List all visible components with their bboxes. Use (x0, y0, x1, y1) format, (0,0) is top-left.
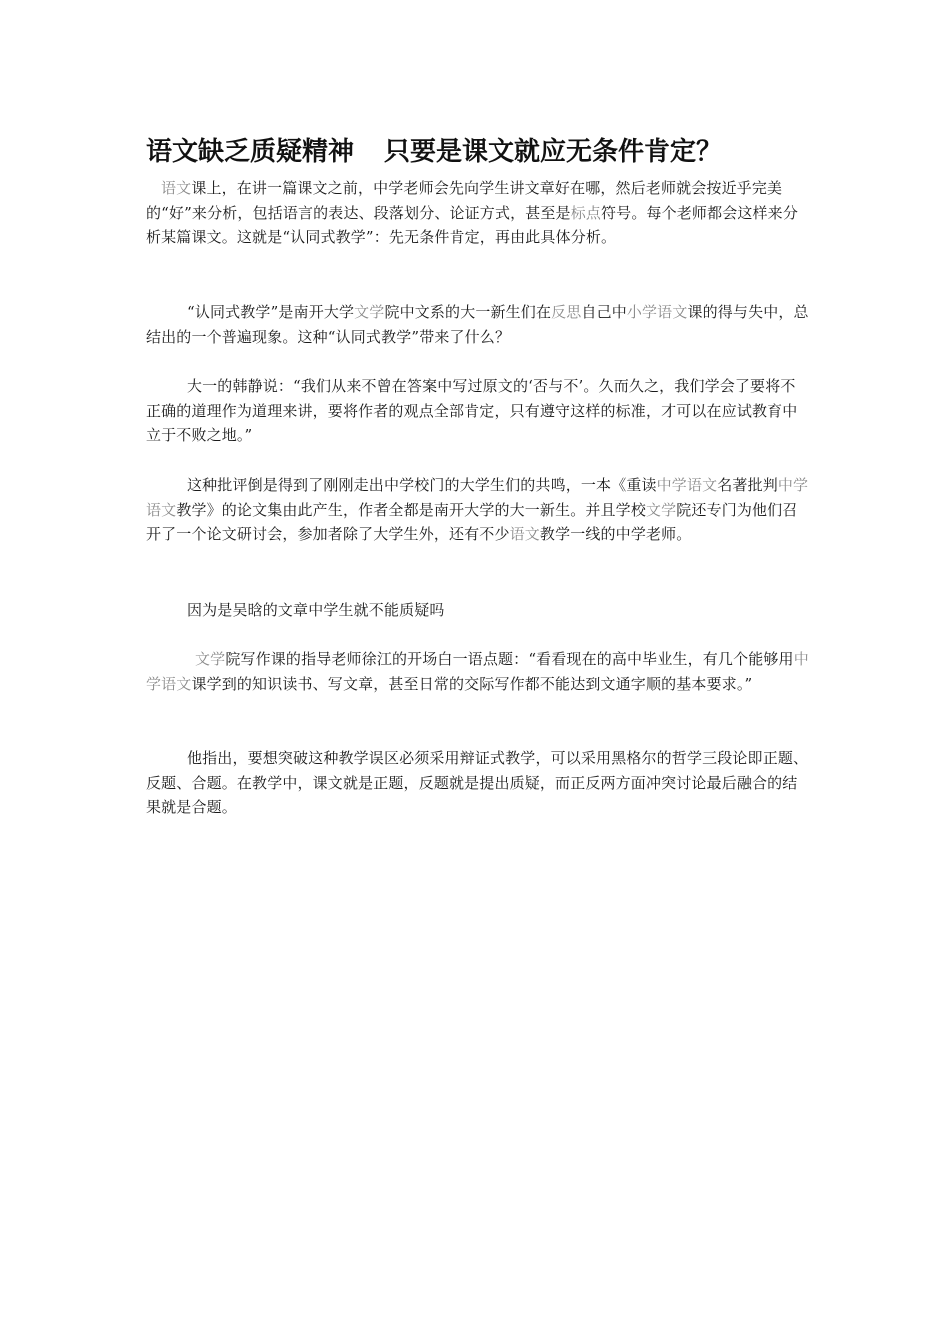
link-biaodian[interactable]: 标点 (570, 203, 602, 222)
paragraph-text: 课的得与失中，总结出的一个普遍现象。这种“认同式教学”带来了什么？ (146, 303, 809, 346)
paragraph-2 (146, 300, 810, 349)
paragraph-1 (146, 176, 810, 250)
paragraph-text: 这种批评倒是得到了刚刚走出中学校门的大学生们的共鸣，一本《重读 (187, 476, 657, 494)
paragraph-7 (146, 746, 810, 820)
link-yuwen[interactable]: 语文 (161, 179, 192, 197)
paragraph-text: 院写作课的指导老师徐江的开场白一语点题：“看看现在的高中毕业生，有几个能够用 (225, 650, 794, 668)
paragraph-text: 教学一线的中学老师。 (539, 525, 692, 543)
paragraph-text: “认同式教学”是南开大学 (187, 303, 355, 321)
title-part-1: 语文缺乏质疑精神 (146, 137, 355, 167)
paragraph-text: 自己中 (581, 303, 627, 321)
paragraph-6 (146, 647, 810, 696)
paragraph-4 (146, 473, 810, 547)
paragraph-text: 教学》的论文集由此产生，作者全都是南开大学的大一新生。并且学校 (176, 500, 646, 519)
paragraph-3 (146, 374, 810, 448)
link-wenxue[interactable]: 文学 (645, 500, 677, 519)
paragraph-text: 院中文系的大一新生们在 (384, 303, 552, 321)
link-wenxue[interactable]: 文学 (195, 650, 226, 668)
paragraph-text: 课上，在讲一篇课文之前，中学老师会先向学生讲文章好在哪，然后老师就会按近乎完美的“好”来分析，包括语言的表达、段落划分、论证方式，甚至是 (146, 179, 783, 222)
link-zhongxue-yuwen[interactable]: 中学语文 (146, 476, 809, 519)
link-wenxue[interactable]: 文学 (354, 303, 385, 321)
link-xiaoxue-yuwen[interactable]: 小学语文 (626, 303, 688, 321)
link-zhongxue-yuwen[interactable]: 中学语文 (656, 476, 718, 494)
article-title (146, 134, 810, 170)
link-fansi[interactable]: 反思 (551, 303, 582, 321)
section-heading-text: 因为是吴晗的文章中学生就不能质疑吗 (187, 601, 445, 619)
link-yuwen[interactable]: 语文 (509, 525, 540, 543)
paragraph-text: 名著批判 (717, 476, 778, 494)
link-zhongxue-yuwen[interactable]: 中学语文 (146, 650, 809, 693)
title-part-2: 只要是课文就应无条件肯定？ (384, 137, 723, 167)
section-heading (146, 598, 810, 623)
paragraph-text: 课学到的知识读书、写文章，甚至日常的交际写作都不能达到文通字顺的基本要求。” (191, 674, 753, 693)
paragraph-text: 他指出，要想突破这种教学误区必须采用辩证式教学，可以采用黑格尔的哲学三段论即正题、反题、合题。在教学中，课文就是正题，反题就是提出质疑，而正反两方面冲突讨论最后融合的结果就是合题。 (146, 749, 809, 816)
paragraph-text: 大一的韩静说：“我们从来不曾在答案中写过原文的‘否与不’。久而久之，我们学会了要将不正确的道理作为道理来讲，要将作者的观点全部肯定，只有遵守这样的标准，才可以在应试教育中立于不败之地。” (146, 377, 798, 444)
paragraph-text: 符号。每个老师都会这样来分析某篇课文。这就是“认同式教学”：先无条件肯定，再由此具体分析。 (146, 203, 798, 246)
paragraph-text: 院还专门为他们召开了一个论文研讨会，参加者除了大学生外，还有不少 (146, 500, 798, 543)
